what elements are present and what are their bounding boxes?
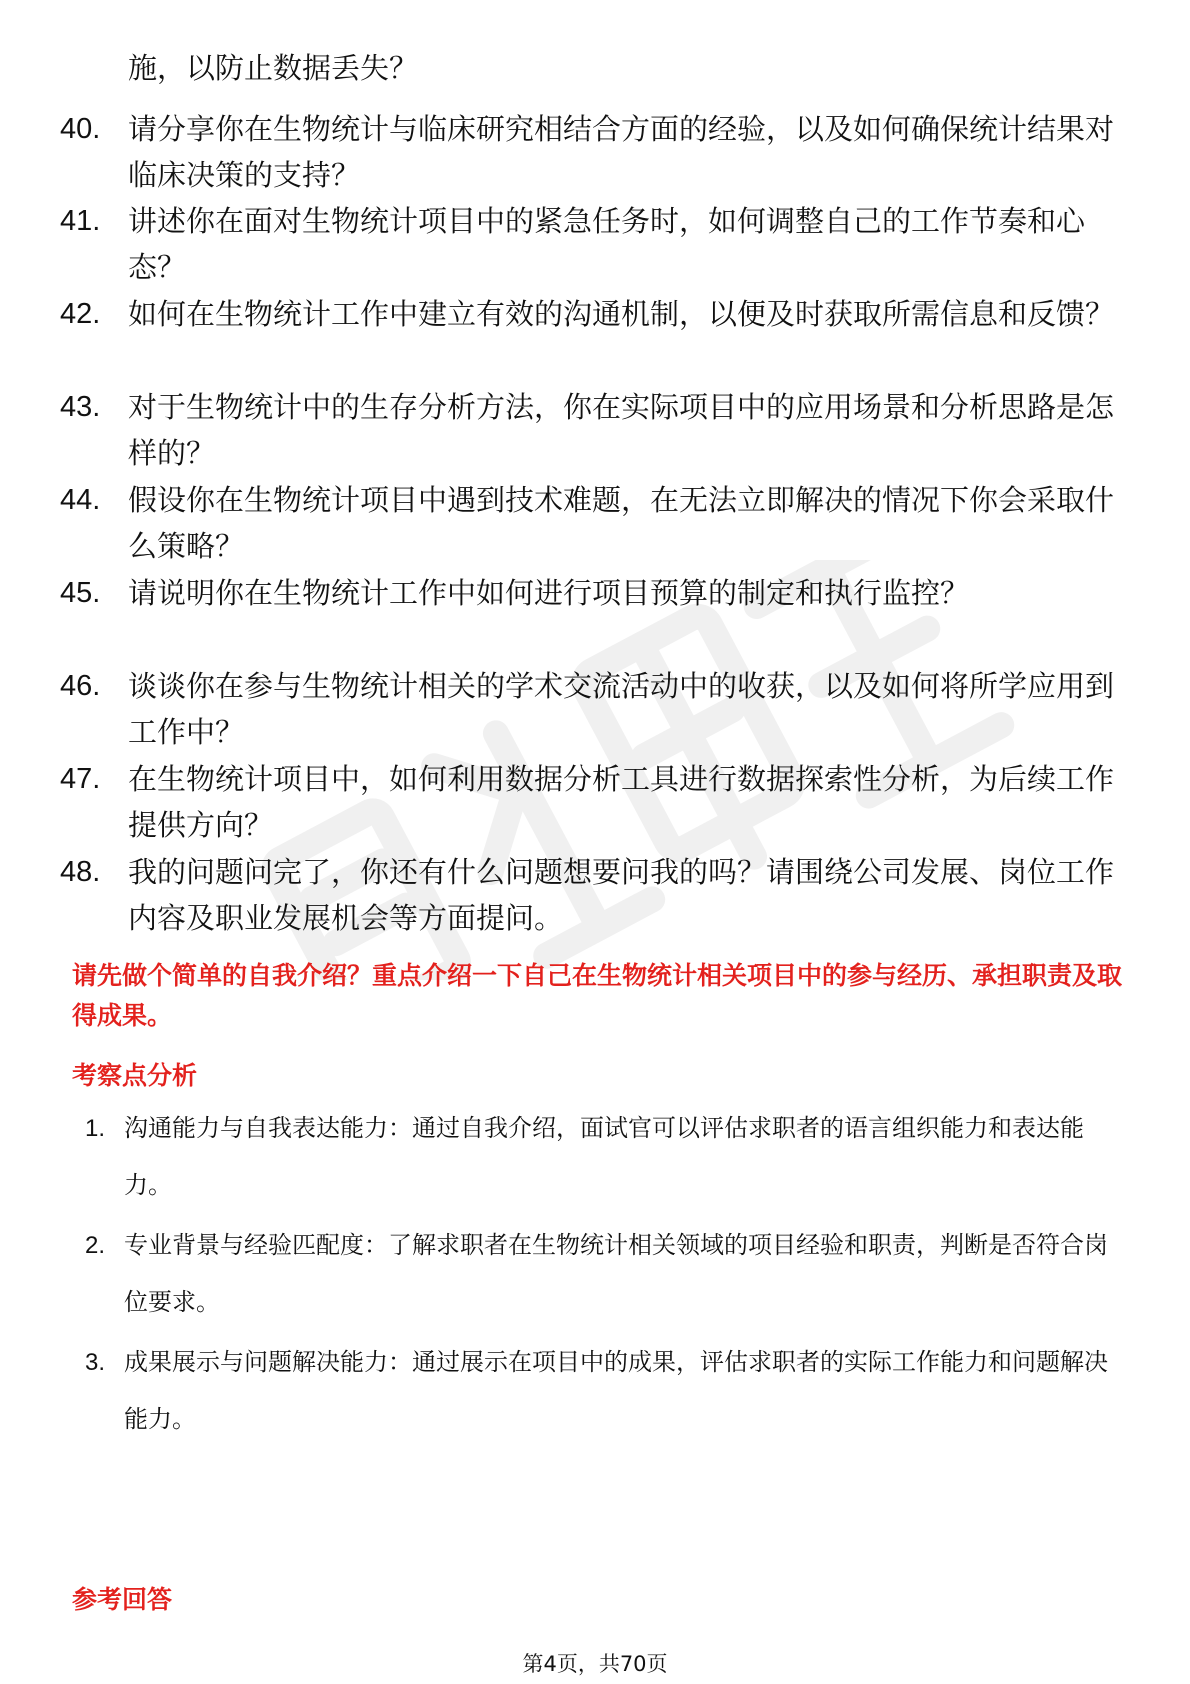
question-item-46 [60, 663, 1120, 755]
question-text: 在生物统计项目中，如何利用数据分析工具进行数据探索性分析，为后续工作提供方向？ [128, 762, 1115, 842]
question-number: 46. [60, 670, 101, 702]
analysis-heading: 考察点分析 [72, 1061, 198, 1090]
question-number: 45. [60, 577, 101, 609]
question-number: 44. [60, 484, 101, 516]
question-item-40 [60, 106, 1120, 198]
question-text: 对于生物统计中的生存分析方法，你在实际项目中的应用场景和分析思路是怎样的？ [128, 390, 1115, 470]
question-item-43 [60, 384, 1120, 476]
question-text: 施，以防止数据丢失？ [128, 51, 419, 85]
question-text: 讲述你在面对生物统计项目中的紧急任务时，如何调整自己的工作节奏和心态？ [128, 204, 1086, 284]
question-item-42 [60, 291, 1120, 337]
section-question-heading: 请先做个简单的自我介绍？重点介绍一下自己在生物统计相关项目中的参与经历、承担职责及取得成果。 [72, 961, 1123, 1030]
analysis-text: 成果展示与问题解决能力：通过展示在项目中的成果，评估求职者的实际工作能力和问题解决能力。 [124, 1348, 1108, 1433]
question-item-45 [60, 570, 1120, 616]
question-number: 41. [60, 205, 101, 237]
question-item-39-continued [60, 45, 1120, 91]
question-item-41 [60, 198, 1120, 290]
analysis-number: 1. [85, 1115, 106, 1142]
question-text: 我的问题问完了，你还有什么问题想要问我的吗？请围绕公司发展、岗位工作内容及职业发展机会等方面提问。 [128, 855, 1115, 935]
analysis-item-1 [85, 1100, 1125, 1214]
question-item-48 [60, 849, 1120, 941]
analysis-item-2 [85, 1217, 1125, 1331]
question-item-47 [60, 756, 1120, 848]
question-number: 48. [60, 856, 101, 888]
analysis-number: 2. [85, 1232, 106, 1259]
question-item-44 [60, 477, 1120, 569]
question-text: 谈谈你在参与生物统计相关的学术交流活动中的收获，以及如何将所学应用到工作中？ [128, 669, 1115, 749]
question-number: 42. [60, 298, 101, 330]
question-text: 如何在生物统计工作中建立有效的沟通机制，以便及时获取所需信息和反馈？ [128, 297, 1115, 331]
question-text: 假设你在生物统计项目中遇到技术难题，在无法立即解决的情况下你会采取什么策略？ [128, 483, 1115, 563]
page-footer: 第4页，共70页 [522, 1652, 668, 1676]
reference-answer-heading: 参考回答 [72, 1585, 173, 1614]
question-number: 43. [60, 391, 101, 423]
question-text: 请说明你在生物统计工作中如何进行项目预算的制定和执行监控？ [128, 576, 970, 610]
analysis-text: 沟通能力与自我表达能力：通过自我介绍，面试官可以评估求职者的语言组织能力和表达能力。 [124, 1114, 1084, 1199]
question-number: 40. [60, 113, 101, 145]
question-number: 47. [60, 763, 101, 795]
analysis-text: 专业背景与经验匹配度：了解求职者在生物统计相关领域的项目经验和职责，判断是否符合岗位要求。 [124, 1231, 1108, 1316]
analysis-number: 3. [85, 1349, 106, 1376]
question-text: 请分享你在生物统计与临床研究相结合方面的经验，以及如何确保统计结果对临床决策的支持？ [128, 112, 1115, 192]
analysis-item-3 [85, 1334, 1125, 1448]
